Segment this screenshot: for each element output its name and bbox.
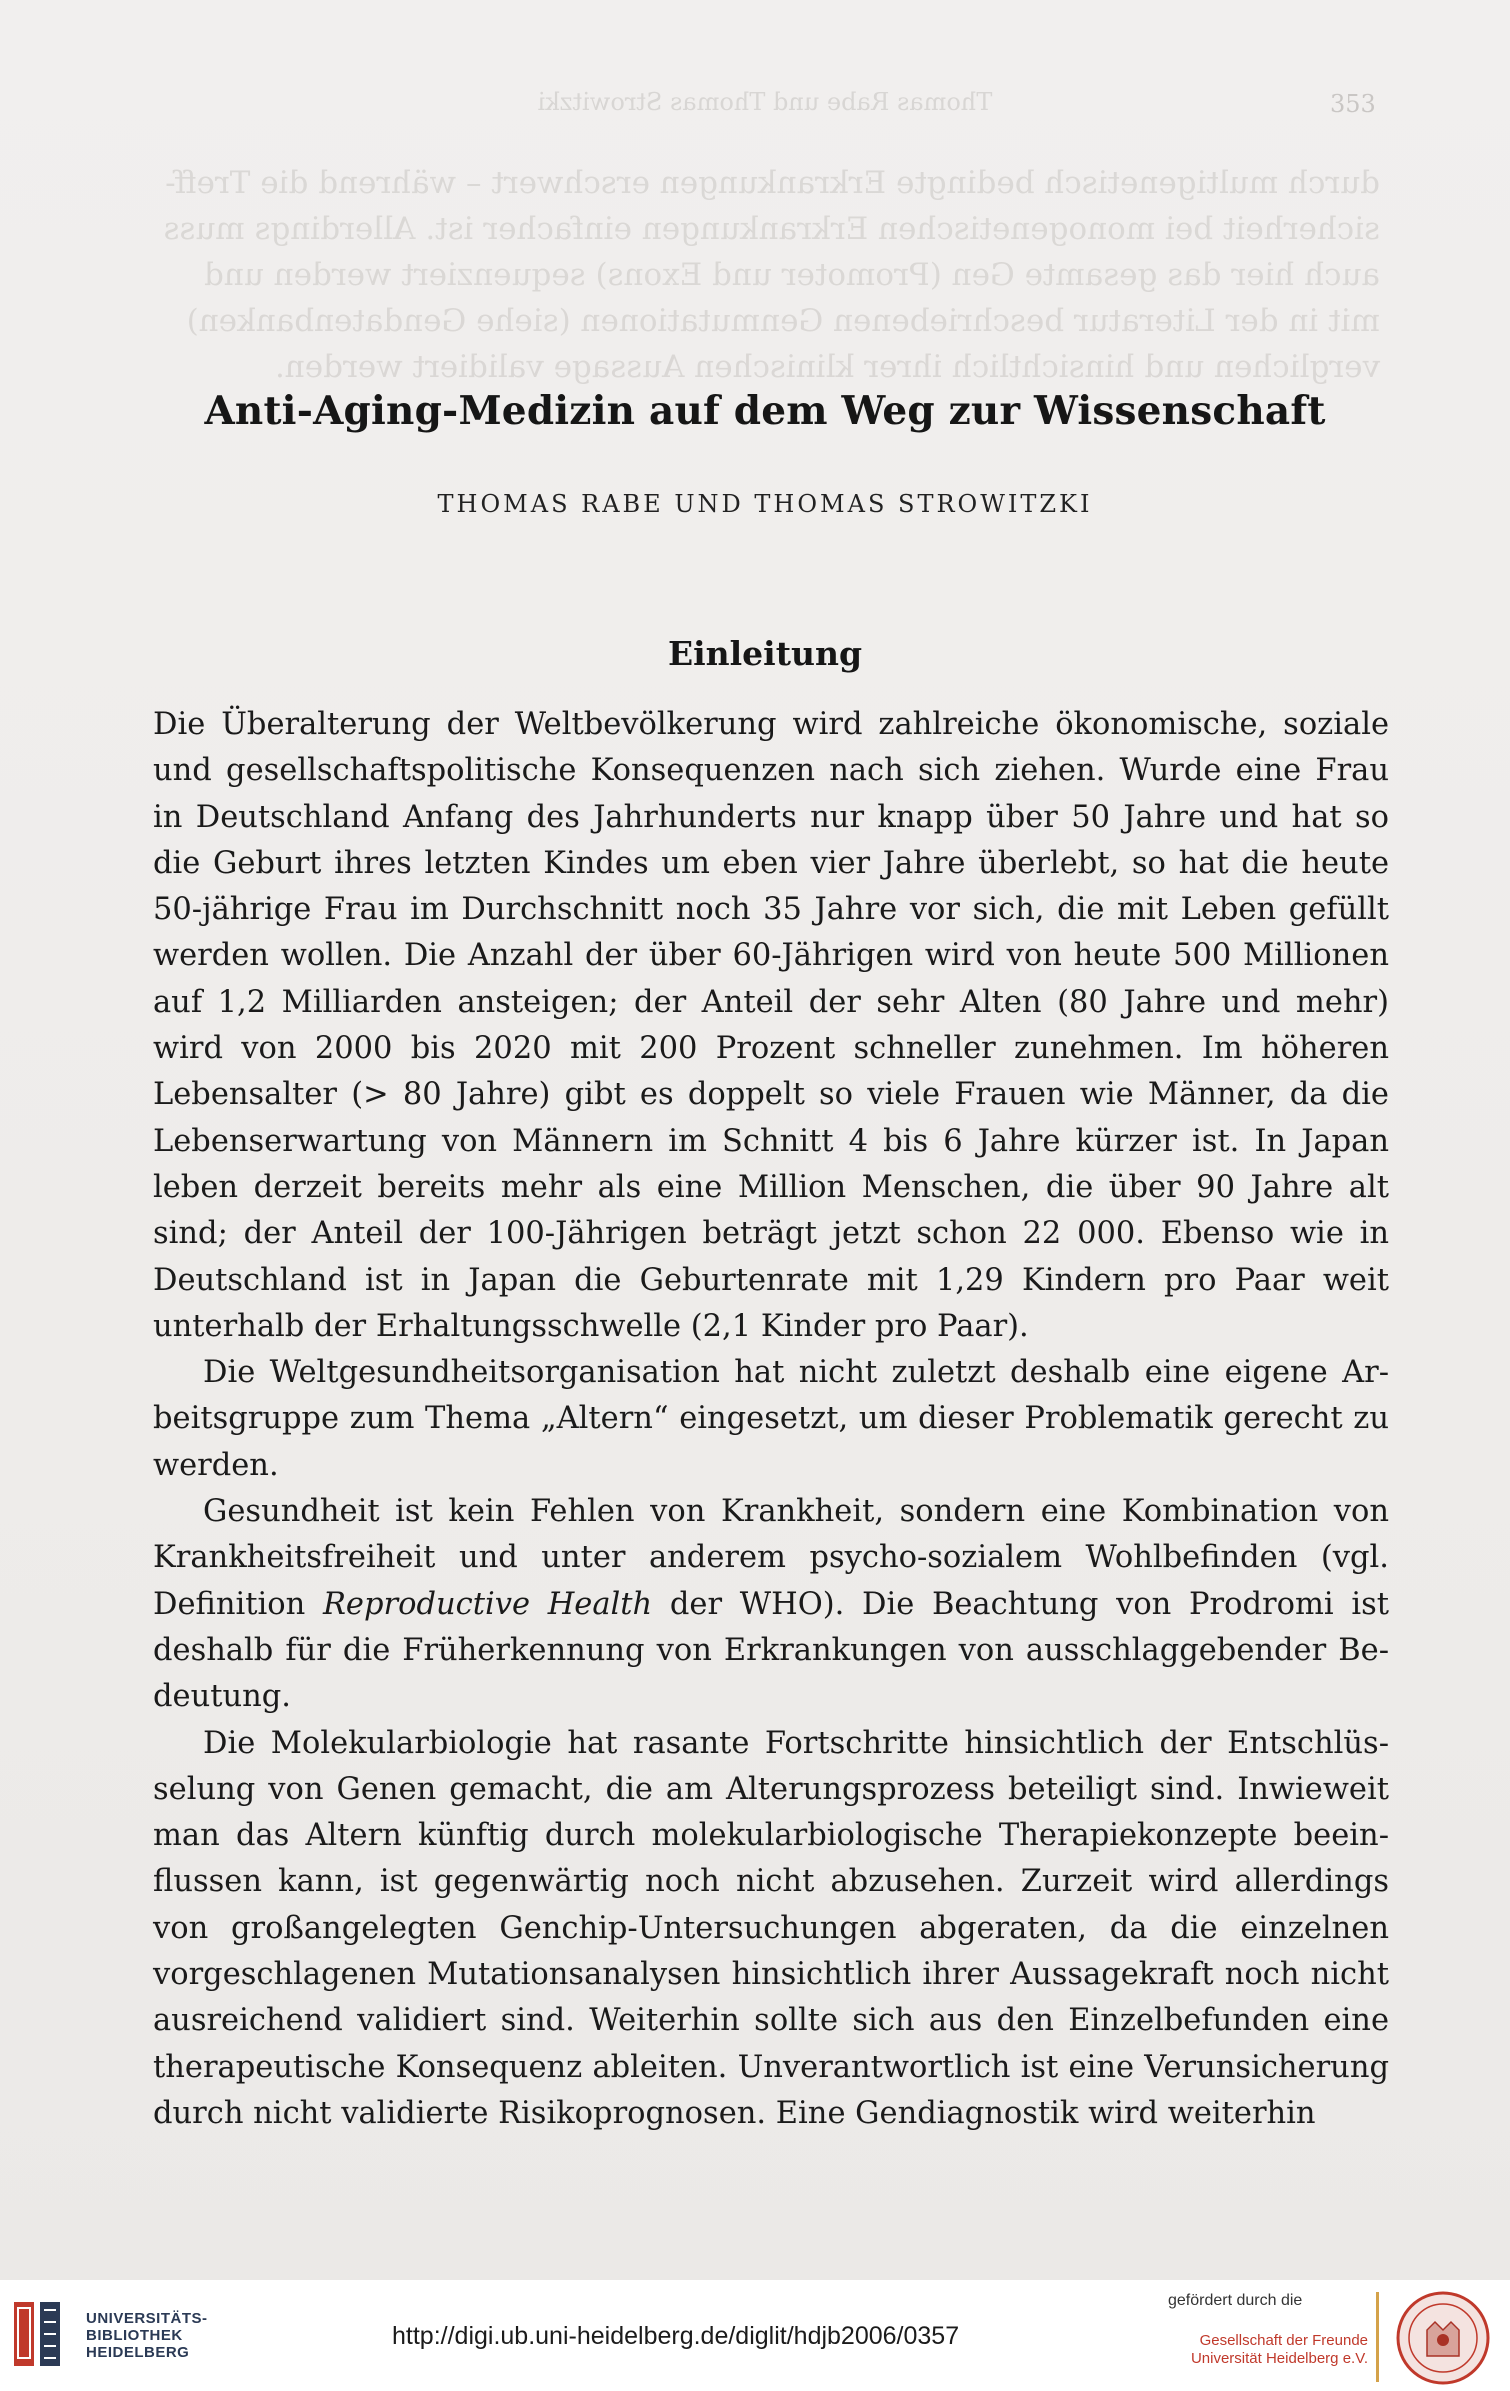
sponsor-name-line: Gesellschaft der Freunde bbox=[1199, 2332, 1368, 2349]
bleed-through-page-number: 353 bbox=[1330, 90, 1376, 118]
bleed-through-line: sicherheit bei monogenetischen Erkrankungen einfacher ist. Allerdings muss bbox=[163, 211, 1380, 247]
bleed-through-line: durch multigenetisch bedingte Erkrankungen erschwert – während die Treff- bbox=[165, 165, 1380, 201]
body-paragraph bbox=[153, 1721, 1389, 2138]
italic-term: Reproductive Health bbox=[322, 1586, 653, 1622]
bleed-through-text bbox=[150, 160, 1380, 390]
university-seal-icon bbox=[1395, 2290, 1491, 2386]
paragraph-text: Die Weltgesundheitsorganisation hat nicht zuletzt deshalb eine eigene Arbeitsgruppe zum Thema „Altern“ eingesetzt, um dieser Problematik gerecht zu werden. bbox=[153, 1355, 1389, 1483]
ub-heidelberg-logo-icon bbox=[10, 2298, 70, 2370]
bleed-through-line: verglichen und hinsichtlich ihrer klinischen Aussage validiert werden. bbox=[274, 349, 1380, 385]
bleed-through-line: mit in der Literatur beschriebenen Genmutationen (siehe Gendatenbanken) bbox=[186, 303, 1380, 339]
article-title: Anti-Aging-Medizin auf dem Weg zur Wissenschaft bbox=[204, 388, 1326, 434]
sponsor-name bbox=[1178, 2332, 1368, 2368]
paragraph-text: Die Molekularbiologie hat rasante Fortschritte hinsichtlich der Entschlüsselung von Genen gemacht, die am Alterungsprozess beteiligt sind. Inwieweit man das Altern künftig durch molekularbiologische Therapiekonzepte beeinflussen kann, ist gegenwärtig noch nicht abzusehen. Zurzeit wird allerdings von großangelegten Genchip-Untersuchungen abgeraten, da die einzelnen vorgeschlagenen Mutationsanalysen hinsichtlich ihrer Aussagekraft noch nicht ausreichend validiert sind. Weiterhin sollte sich aus den Einzelbefunden eine therapeutische Konsequenz ableiten. Unverantwortlich ist eine Verunsicherung durch nicht validierte Risikoprognosen. Eine Gendiagnostik wird weiterhin bbox=[153, 1725, 1389, 2131]
body-paragraph bbox=[153, 1350, 1389, 1489]
paragraph-text: der WHO). Die Beachtung von Prodromi ist deshalb für die Früherkennung von Erkrankungen von ausschlaggebender Bedeutung. bbox=[153, 1586, 1389, 1715]
library-name-line: HEIDELBERG bbox=[86, 2344, 190, 2361]
paragraph-text: Die Überalterung der Weltbevölkerung wird zahlreiche ökonomische, soziale und gesellschaftspolitische Konsequenzen nach sich ziehen. Wurde eine Frau in Deutschland Anfang des Jahrhunderts nur knapp über 50 Jahre und hat so die Geburt ihres letzten Kindes um eben vier Jahre überlebt, so hat die heute 50-jährige Frau im Durchschnitt noch 35 Jahre vor sich, die mit Leben gefüllt werden wollen. Die Anzahl der über 60-Jährigen wird von heute 500 Millionen auf 1,2 Milliarden ansteigen; der Anteil der sehr Alten (80 Jahre und mehr) wird von 2000 bis 2020 mit 200 Prozent schneller zunehmen. Im höheren Lebensalter (> 80 Jahre) gibt es doppelt so viele Frauen wie Männer, da die Lebenserwartung von Männern im Schnitt 4 bis 6 Jahre kürzer ist. In Japan leben derzeit bereits mehr als eine Million Menschen, die über 90 Jahre alt sind; der Anteil der 100-Jährigen beträgt jetzt schon 22 000. Ebenso wie in Deutschland ist in Japan die Geburtenrate mit 1,29 Kindern pro Paar weit unterhalb der Erhaltungsschwelle (2,1 Kinder pro Paar). bbox=[153, 707, 1389, 1344]
sponsor-label: gefördert durch die bbox=[1168, 2292, 1303, 2309]
body-paragraph bbox=[153, 702, 1389, 1350]
paragraph-text: Gesundheit ist kein Fehlen von Krankheit, sondern eine Kombination von Krankheitsfreiheit und unter anderem psycho-sozialem Wohlbefinden (vgl. Definition bbox=[153, 1494, 1389, 1622]
digitization-footer bbox=[0, 2280, 1510, 2391]
permalink-url[interactable]: http://digi.ub.uni-heidelberg.de/diglit/hdjb2006/0357 bbox=[392, 2322, 960, 2350]
bleed-through-line: auch hier das gesamte Gen (Promoter und Exons) sequenziert werden und bbox=[204, 257, 1380, 293]
library-name-line: BIBLIOTHEK bbox=[86, 2327, 183, 2344]
footer-divider bbox=[1376, 2292, 1379, 2382]
library-name bbox=[86, 2310, 208, 2361]
article-body bbox=[153, 702, 1389, 2137]
sponsor-name-line: Universität Heidelberg e.V. bbox=[1190, 2350, 1368, 2367]
section-heading: Einleitung bbox=[667, 634, 863, 673]
body-paragraph bbox=[153, 1489, 1389, 1720]
library-name-line: UNIVERSITÄTS- bbox=[86, 2310, 208, 2327]
article-authors: THOMAS RABE UND THOMAS STROWITZKI bbox=[437, 490, 1093, 518]
bleed-through-header: Thomas Rabe und Thomas Strowitzki bbox=[537, 88, 993, 116]
